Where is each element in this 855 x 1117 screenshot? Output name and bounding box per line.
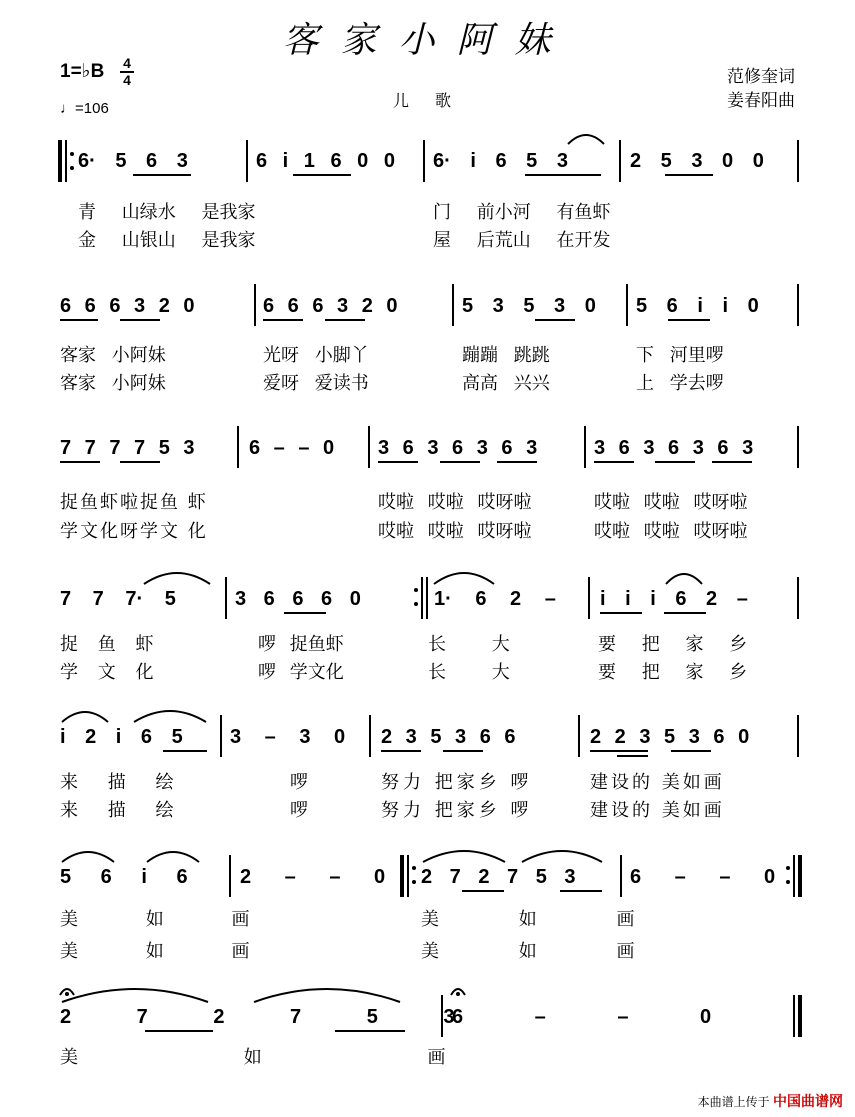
measure-notes: 6· i 6 5 3 [433, 150, 568, 172]
lyric-line-1: 门 前小河 有鱼虾 [433, 202, 611, 223]
lyric-line-1: 来 描 绘 [60, 772, 174, 793]
measure-notes: 5 3 5 3 0 [462, 295, 596, 317]
lyric-line-1: 蹦蹦 跳跳 [462, 345, 550, 366]
measure-notes: 2 5 3 0 0 [630, 150, 764, 172]
measure-notes: 6 6 6 3 2 0 [60, 295, 195, 317]
lyric-line-1: 光呀 小脚丫 [263, 345, 369, 366]
time-signature-top: 4 [123, 55, 131, 71]
measure-notes: 7 7 7· 5 [60, 588, 176, 610]
measure-notes: 5 6 i i 0 [636, 295, 759, 317]
upload-note: 本曲谱上传于 [697, 1095, 770, 1109]
lyric-line-2: 客家 小阿妹 [60, 373, 166, 394]
lyric-line-1: 哎啦 哎啦 哎呀啦 [378, 492, 532, 513]
lyric-line-2: 美 如 画 [421, 941, 635, 962]
lyric-line-2: 金 山银山 是我家 [78, 230, 256, 251]
site-logo[interactable]: 中国曲谱网 [773, 1093, 843, 1109]
fermata-icon [449, 985, 467, 997]
repeat-end-bar [798, 855, 802, 897]
lyric-line-2: 哎啦 哎啦 哎呀啦 [594, 521, 748, 542]
final-bar [798, 995, 802, 1037]
lyric-line-1: 捉 鱼 虾 [60, 634, 154, 655]
lyric-line-1: 捉鱼虾啦捉鱼 虾 [60, 492, 208, 513]
footer-credit [698, 1091, 843, 1111]
lyric-line-1: 美 如 画 [60, 1047, 446, 1068]
lyric-line-2: 学 文 化 [60, 662, 154, 683]
measure-notes: 2 7 2 7 5 3 [421, 866, 576, 888]
measure-notes: 6 – – 0 [452, 1006, 712, 1028]
lyric-line-2: 来 描 绘 [60, 800, 174, 821]
lyric-line-1: 美 如 画 [421, 909, 635, 930]
lyric-line-2: 努力 把家乡 啰 [381, 800, 533, 821]
lyric-line-2: 爱呀 爱读书 [263, 373, 369, 394]
measure-notes: 6 i 1 6 0 0 [256, 150, 395, 172]
time-signature-bottom: 4 [123, 72, 131, 88]
lyric-line-1: 努力 把家乡 啰 [381, 772, 533, 793]
barline [65, 140, 67, 182]
lyric-line-1: 哎啦 哎啦 哎呀啦 [594, 492, 748, 513]
lyric-line-2: 建设的 美如画 [590, 800, 725, 821]
song-title: 客家小阿妹 [282, 20, 573, 61]
lyric-line-2: 美 如 画 [60, 941, 250, 962]
repeat-start-bar [400, 855, 404, 897]
measure-notes: 6 – – 0 [249, 437, 335, 459]
measure-notes: 1· 6 2 – [434, 588, 556, 610]
lyric-line-2: 高高 兴兴 [462, 373, 550, 394]
lyric-line-1: 啰 捉鱼虾 [258, 634, 344, 655]
fermata-icon [58, 985, 76, 997]
measure-notes: 3 6 3 6 3 6 3 [594, 437, 754, 459]
measure-notes: i 2 i 6 5 [60, 726, 183, 748]
measure-notes: 7 7 7 7 5 3 [60, 437, 195, 459]
measure-notes: 2 7 2 7 5 3 [60, 1006, 455, 1028]
measure-notes: 3 6 6 6 0 [235, 588, 361, 610]
time-signature [120, 56, 134, 88]
key-signature: 1=♭B [60, 61, 105, 82]
composer-credit: 姜春阳曲 [727, 91, 795, 110]
lyric-line-1: 青 山绿水 是我家 [78, 202, 256, 223]
measure-notes: 6· 5 6 3 [78, 150, 188, 172]
lyric-line-2: 啰 [290, 800, 308, 821]
measure-notes: 3 – 3 0 [230, 726, 346, 748]
lyric-line-1: 要 把 家 乡 [598, 634, 748, 655]
measure-notes: 2 2 3 5 3 6 0 [590, 726, 750, 748]
lyric-line-1: 啰 [290, 772, 308, 793]
lyric-line-2: 上 学去啰 [636, 373, 724, 394]
lyric-line-1: 建设的 美如画 [590, 772, 725, 793]
lyric-line-1: 长 大 [428, 634, 510, 655]
lyricist-credit: 范修奎词 [727, 67, 795, 86]
lyric-line-2: 屋 后荒山 在开发 [433, 230, 611, 251]
lyric-line-1: 下 河里啰 [636, 345, 724, 366]
lyric-line-2: 哎啦 哎啦 哎呀啦 [378, 521, 532, 542]
lyric-line-2: 长 大 [428, 662, 510, 683]
measure-notes: i i i 6 2 – [600, 588, 748, 610]
measure-notes: 2 3 5 3 6 6 [381, 726, 516, 748]
tempo-marking: ♩=106 [60, 100, 109, 117]
lyric-line-2: 要 把 家 乡 [598, 662, 748, 683]
measure-notes: 5 6 i 6 [60, 866, 188, 888]
lyric-line-2: 啰 学文化 [258, 662, 344, 683]
lyric-line-2: 学文化呀学文 化 [60, 521, 208, 542]
measure-notes: 6 – – 0 [630, 866, 776, 888]
repeat-start-bar [58, 140, 62, 182]
measure-notes: 3 6 3 6 3 6 3 [378, 437, 538, 459]
lyric-line-1: 美 如 画 [60, 909, 250, 930]
genre-label: 儿歌 [393, 93, 478, 110]
measure-notes: 6 6 6 3 2 0 [263, 295, 398, 317]
measure-notes: 2 – – 0 [240, 866, 386, 888]
lyric-line-1: 客家 小阿妹 [60, 345, 166, 366]
